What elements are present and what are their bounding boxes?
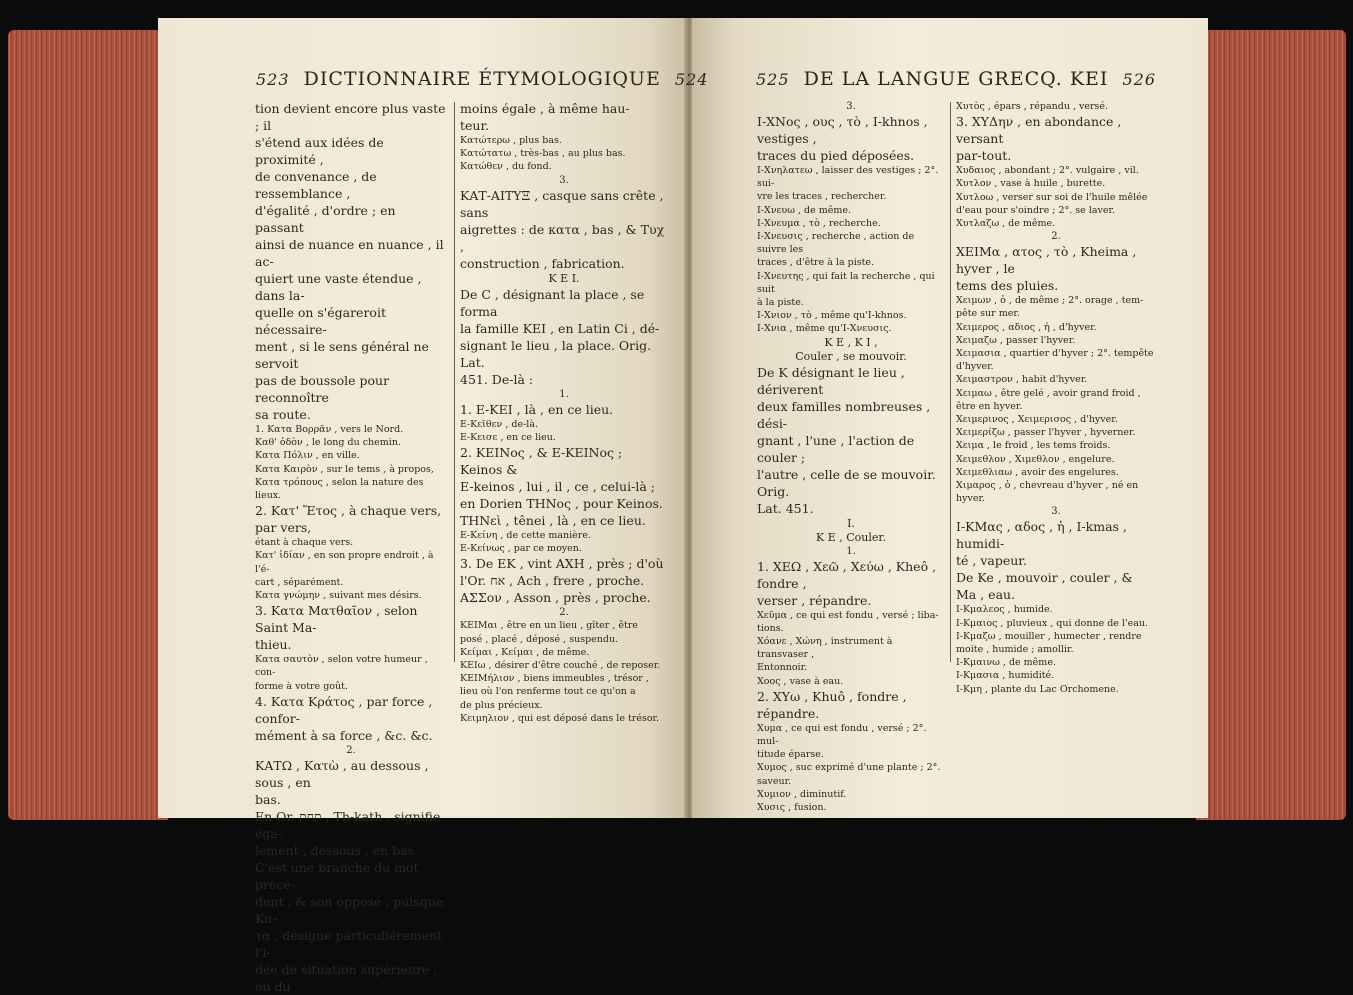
text-line: cart , séparément. [255,576,344,588]
text-line: E-keinos , lui , il , ce , celui-là ; [460,479,655,495]
text-line: signant le lieu , la place. Orig. Lat. [460,337,652,370]
text-line: Χυσις , fusion. [757,802,827,814]
text-line: l'autre , celle de se mouvoir. Orig. [757,466,936,499]
text-line: Χειμαστρον , habit d'hyver. [956,374,1088,386]
text-line: Χειμων , ὁ , de même ; 2°. orage , tem- [956,295,1144,307]
text-line: par-tout. [956,148,1012,164]
text-line: Ι-ΧΝος , ους , τὸ , I-khnos , vestiges , [757,114,928,146]
text-line: Κατα Καιρὸν , sur le tems , à propos, [255,463,434,475]
text-line: Ι-Κμαζω , mouiller , humecter , rendre [956,630,1142,642]
text-line: Ι-Χνιον , τὸ , même qu'I-khnos. [757,310,907,322]
text-line: Ι-Κμασια , humidité. [956,670,1055,682]
text-line: Ε-Κείνη , de cette manière. [460,530,591,542]
text-line: 2. [559,607,569,619]
left-page-header [256,68,708,90]
text-line: Χειμεθλον , Χιμεθλον , engelure. [956,453,1115,465]
text-line: K E I. [548,271,580,285]
text-line: être en hyver. [956,400,1023,412]
text-line: Entonnoir. [757,662,808,674]
text-line: dent , & son opposé , puisque Κα- [255,893,444,926]
text-line: Κειμηλιον , qui est déposé dans le trésor. [460,712,660,724]
text-line: lieu où l'on renferme tout ce qu'on a [460,686,636,698]
text-line: posé , placé , déposé , suspendu. [460,633,619,645]
text-line: à la piste. [757,297,804,309]
text-line: Χειμερος , αδιος , ἡ , d'hyver. [956,321,1097,333]
column-rule-right [950,102,951,662]
page-number-526: 526 [1122,70,1157,89]
right-page-number-left: 524 [674,70,709,89]
text-line: Ma , eau. [956,587,1016,603]
text-line: En Or. תחת , Th-kath , signifie éga- [255,808,441,841]
text-line: 1. [559,388,569,400]
text-line: Χυμα , ce qui est fondu , versé ; 2°. mul- [757,722,927,748]
right-page-title: DE LA LANGUE GRECQ. KEI [803,68,1109,90]
text-line: de convenance , de ressemblance , [255,169,377,201]
text-line: Ε-Κεῖθεν , de-là. [460,418,538,430]
text-line: Καθ' ὁδὸν , le long du chemin. [255,437,401,449]
text-line: verser , répandre. [757,592,872,608]
text-line: De C , désignant la place , se forma [460,286,645,319]
text-line: Ε-Κείνως , par ce moyen. [460,543,582,555]
text-line: K E , Couler. [816,530,886,544]
text-line: quelle on s'égareroit nécessaire- [255,305,386,337]
text-line: Κατώτατω , très-bas , au plus bas. [460,148,626,160]
text-line: deux familles nombreuses , dési- [757,398,931,431]
right-column-2 [956,100,1156,696]
text-line: Χειμαζω , passer l'hyver. [956,334,1076,346]
text-line: C'est une branche du mot précé- [255,859,419,892]
text-line: d'hyver. [956,361,994,373]
text-line: ΚΑΤΩ , Κατὼ , au dessous , sous , en [255,757,429,790]
text-line: tion devient encore plus vaste ; il [255,101,446,133]
text-line: Χυμιον , diminutif. [757,788,847,800]
text-line: 3. [1051,506,1061,518]
text-line: Χυμος , suc exprimé d'une plante ; 2°. [757,762,941,774]
text-line: ΚΑΤ-ΑΙΤΥΞ , casque sans crête , sans [460,187,664,220]
text-line: K E , K I , [824,335,878,349]
text-line: 451. De-là : [460,371,534,387]
left-column-1 [255,100,447,995]
text-line: ΑΣΣον , Asson , près , proche. [460,590,651,606]
text-line: Ι-Κμαλεος , humide. [956,604,1053,616]
text-line: De K désignant le lieu , dériverent [757,364,905,397]
text-line: τα , désigne particuliérement l'i- [255,927,443,960]
text-line: 3. De ΕΚ , vint ΑΧΗ , près ; d'où [460,556,664,572]
text-line: aigrettes : de κατα , bas , & Τυχ , [460,221,665,254]
text-line: té , vapeur. [956,553,1027,569]
text-line: titude éparse. [757,749,824,761]
text-line: traces du pied déposées. [757,148,915,163]
left-page-number: 523 [256,70,290,89]
text-line: pas de boussole pour reconnoître [255,373,390,405]
text-line: De Ke , mouvoir , couler , & [956,570,1133,586]
text-line: s'étend aux idées de proximité , [255,135,384,167]
text-line: étant à chaque vers. [255,537,354,549]
text-line: Χυτλαζω , de même. [956,218,1056,230]
text-line: 4. Κατα Κράτος , par force , confor- [255,693,433,726]
text-line: I. [847,516,855,530]
text-line: 2. [1051,231,1061,243]
text-line: pête sur mer. [956,308,1020,320]
text-line: Χειμασια , quartier d'hyver ; 2°. tempête [956,348,1154,360]
text-line: Χυτὸς , épars , répandu , versé. [956,101,1109,112]
text-line: Χειμερίζω , passer l'hyver , hyverner. [956,427,1136,439]
text-line: 1. Κατα Βορρᾶν , vers le Nord. [255,424,404,435]
text-line: quiert une vaste étendue , dans la- [255,271,422,303]
left-column-2 [460,100,668,725]
text-line: ΚΕΙω , désirer d'être couché , de reposer. [460,660,661,672]
text-line: Ι-Χνευτης , qui fait la recherche , qui suit [757,270,935,295]
text-line: vre les traces , rechercher. [757,191,887,203]
text-line: Χειμαω , être gelé , avoir grand froid , [956,387,1141,399]
text-line: Χυδαιος , abondant ; 2°. vulgaire , vil. [956,165,1139,177]
text-line: Κείμαι , Κείμαι , de même. [460,646,590,658]
text-line: ainsi de nuance en nuance , il ac- [255,237,444,269]
text-line: l'Or. אח , Ach , frere , proche. [460,573,645,589]
text-line: Κατα γνώμην , suivant mes désirs. [255,590,422,602]
column-rule-left [454,102,455,662]
text-line: mément à sa force , &c. &c. [255,727,433,743]
text-line: gnant , l'une , l'action de couler ; [757,432,915,465]
text-line: ΚΕΙΜήλιον , biens immeubles , trésor , [460,673,649,685]
text-line: tems des pluies. [956,278,1059,294]
text-line: Χειμερινος , Χειμερισος , d'hyver. [956,414,1118,426]
text-line: Κατώθεν , du fond. [460,161,552,173]
text-line: Lat. 451. [757,500,814,516]
text-line: sa route. [255,407,311,422]
text-line: Ι-Κμη , plante du Lac Orchomene. [956,683,1119,695]
text-line: Ι-Χνευσις , recherche , action de suivre les [757,231,915,256]
text-line: 3. ΧΥΔην , en abondance , versant [956,114,1122,147]
right-column-1 [757,100,945,814]
text-line: Κατ' ἰδίαν , en son propre endroit , à l'é- [255,550,434,575]
text-line: Ι-Χνευμα , τὸ , recherche. [757,217,881,229]
text-line: teur. [460,118,490,133]
text-line: moins égale , à même hau- [460,101,630,116]
text-line: forme à votre goût. [255,680,348,692]
text-line: 1. ΧΕΩ , Χεῶ , Χεύω , Kheô , fondre , [757,558,937,591]
text-line: ΚΕΙΜαι , être en un lieu , gîter , être [460,620,638,632]
text-line: ΧΕΙΜα , ατος , τὸ , Kheima , hyver , le [956,244,1137,277]
text-line: Χοος , vase à eau. [757,675,844,687]
text-line: Ι-Χνια , même qu'I-Χνευσις. [757,323,892,335]
text-line: ment , si le sens général ne servoit [255,339,429,371]
text-line: ΤΗΝεὶ , tênei , là , en ce lieu. [460,513,646,529]
text-line: d'eau pour s'oindre ; 2°. se laver. [956,204,1116,216]
text-line: 3. Κατα Ματθαῖον , selon Saint Ma- [255,603,418,636]
text-line: de plus précieux. [460,699,543,711]
text-line: 2. ΧΥω , Khuô , fondre , répandre. [757,688,907,721]
text-line: 3. [846,101,856,112]
text-line: Κατα Πόλιν , en ville. [255,450,360,462]
right-page-header [756,68,1156,90]
text-line: 2. [346,744,356,756]
text-line: Χόανε , Χώνη , instrument à transvaser , [757,636,893,661]
text-line: dée de situation supérieure , ou du [255,961,438,994]
text-line: Χιμαρος , ὁ , chevreau d'hyver , né en [956,480,1139,492]
text-line: hyver. [956,493,985,505]
text-line: thieu. [255,637,292,653]
text-line: en Dorien ΤΗΝος , pour Keinos. [460,496,663,512]
text-line: tions. [757,622,784,634]
text-line: lement , dessous , en bas. [255,842,419,858]
text-line: Ι-Κμαινω , de même. [956,657,1056,669]
text-line: Χειμα , le froid , les tems froids. [956,440,1111,452]
text-line: Κατα σαυτὸν , selon votre humeur , con- [255,654,428,679]
text-line: d'égalité , d'ordre ; en passant [255,203,396,235]
text-line: 2. ΚΕΙΝος , & Ε-ΚΕΙΝος ; Keinos & [460,445,623,478]
text-line: 2. Κατ' Ἔτος , à chaque vers, par vers, [255,503,442,536]
left-page-title: DICTIONNAIRE ÉTYMOLOGIQUE [303,68,661,90]
page-edges-right [1196,30,1346,820]
text-line: Ι-Χνευω , de même. [757,204,852,216]
text-line: Ε-Κεισε , en ce lieu. [460,431,556,443]
text-line: la famille ΚΕΙ , en Latin Ci , dé- [460,320,660,336]
text-line: Couler , se mouvoir. [795,349,907,363]
text-line: Ι-Χνηλατεω , laisser des vestiges ; 2°. sui- [757,165,939,190]
text-line: Χεῦμα , ce qui est fondu , versé ; liba- [757,609,939,621]
text-line: saveur. [757,775,792,787]
text-line: Κατα τρόπους , selon la nature des lieux. [255,476,424,502]
text-line: 3. [559,174,569,186]
text-line: Χυτλοω , verser sur soi de l'huile mêlée [956,191,1148,203]
text-line: 1. Ε-ΚΕΙ , là , en ce lieu. [460,401,614,417]
text-line: bas. [255,791,281,807]
text-line: construction , fabrication. [460,255,625,271]
text-line: Χειμεθλιαω , avoir des engelures. [956,466,1119,478]
text-line: moite , humide ; amollir. [956,644,1074,656]
text-line: traces , d'être à la piste. [757,257,875,269]
text-line: 1. [846,545,856,557]
text-line: Ι-ΚΜας , αδος , ἡ , I-kmas , humidi- [956,519,1127,552]
text-line: Κατώτερω , plus bas. [460,135,562,146]
text-line: Ι-Κμαιος , pluvieux , qui donne de l'eau. [956,617,1149,629]
page-number-525: 525 [756,70,790,89]
text-line: Χυτλον , vase à huile , burette. [956,178,1106,190]
page-edges-left [8,30,168,820]
